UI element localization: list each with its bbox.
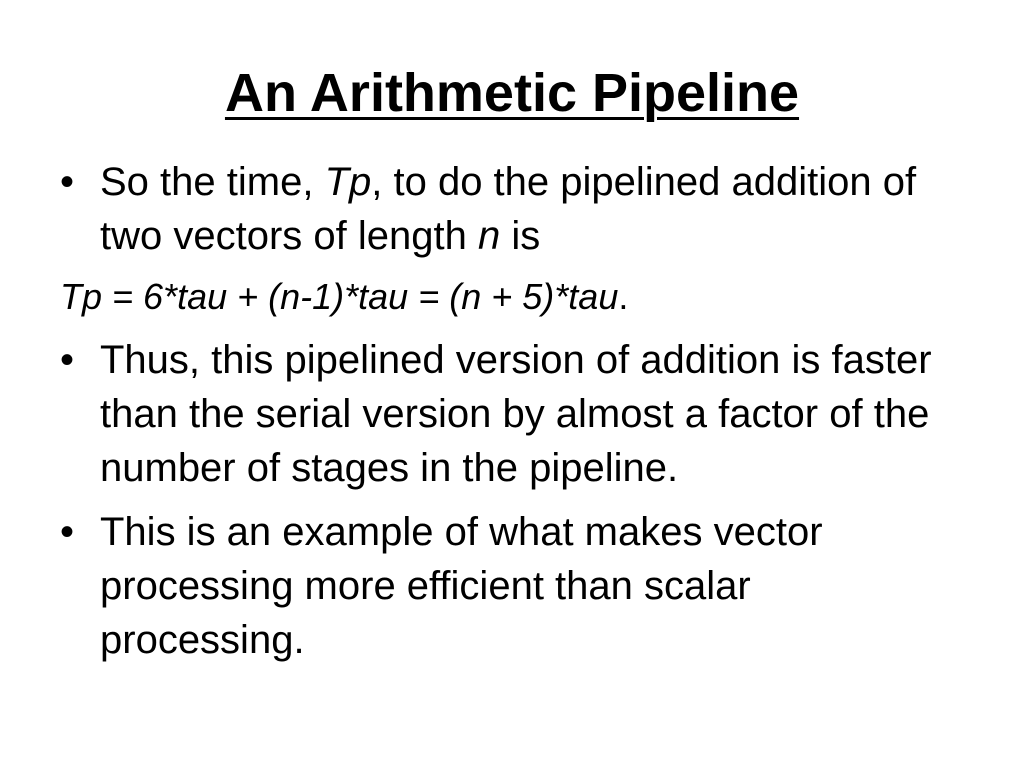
bullet-item	[60, 333, 960, 495]
bullet-item	[60, 155, 960, 263]
bullet-icon: •	[60, 160, 75, 204]
variable-tp: Tp	[324, 160, 372, 204]
equation-text: Tp = 6*tau + (n-1)*tau = (n + 5)*tau	[60, 276, 619, 317]
bullet-icon: •	[60, 510, 75, 554]
equation-period: .	[618, 276, 629, 317]
variable-n: n	[477, 214, 501, 258]
bullet-text: Thus, this pipelined version of addition is faster than the serial version by almost a factor of the number of stages in the pipeline.	[100, 338, 932, 490]
bullet-icon: •	[60, 338, 75, 382]
bullet-item	[60, 505, 960, 667]
bullet-text: This is an example of what makes vector processing more efficient than scalar processing.	[100, 510, 823, 662]
slide-body	[60, 155, 960, 677]
bullet-text	[100, 160, 916, 258]
bullet-text-part: So the time,	[100, 160, 325, 204]
equation	[60, 273, 960, 321]
bullet-text-part: is	[500, 214, 541, 258]
bullet-text-part: , to do the pipelined addition of two vectors of length	[100, 160, 917, 258]
slide-title: An Arithmetic Pipeline	[224, 63, 800, 123]
